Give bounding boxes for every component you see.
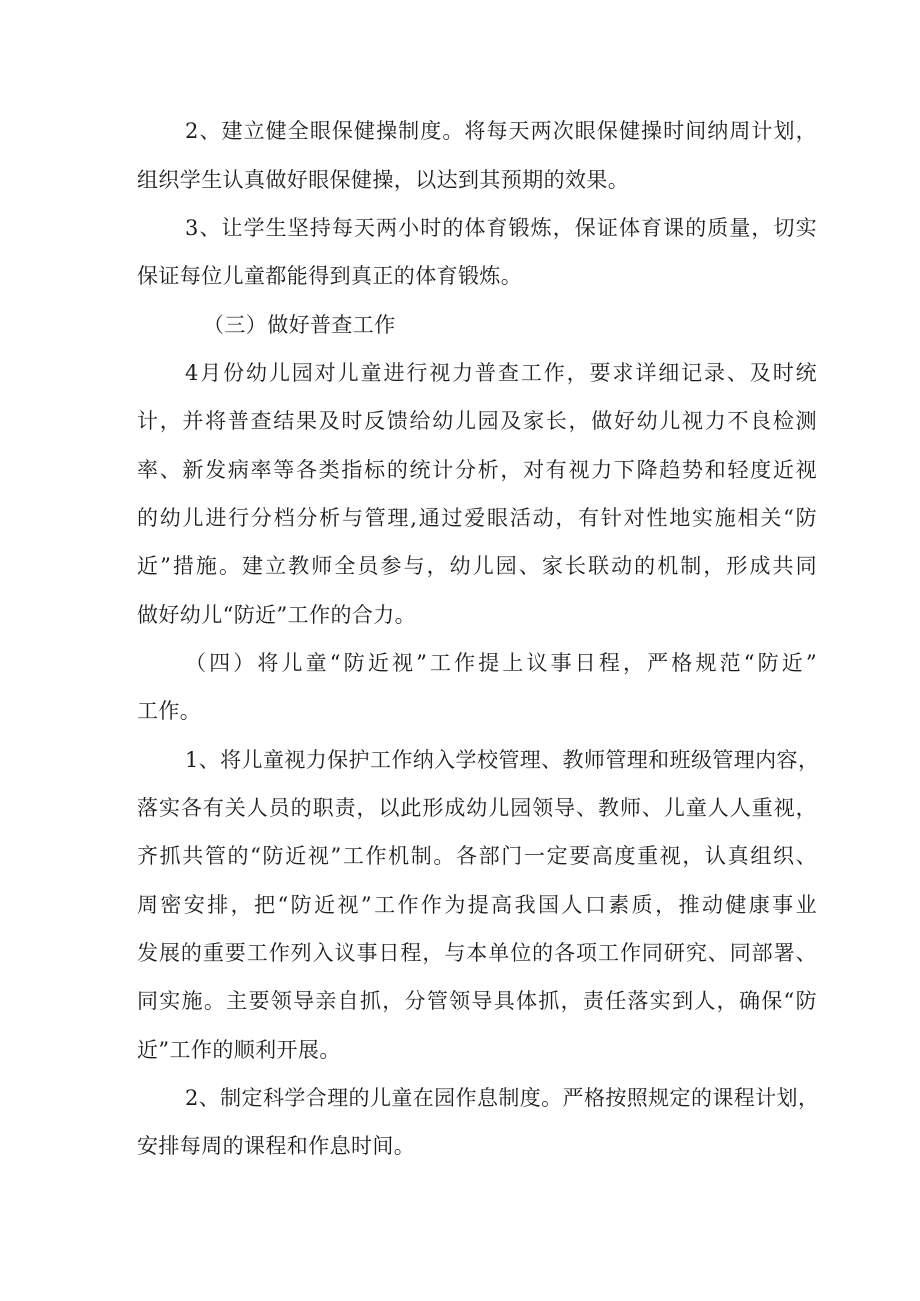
paragraph-line: 计，并将普查结果及时反馈给幼儿园及家长，做好幼儿视力不良检测 <box>137 409 817 433</box>
paragraph-line: 安排每周的课程和作息时间。 <box>137 1134 416 1158</box>
section-heading-continuation: 工作。 <box>137 699 202 723</box>
paragraph-line: 近”措施。建立教师全员参与，幼儿园、家长联动的机制，形成共同 <box>137 554 817 578</box>
paragraph-line: 落实各有关人员的职责，以此形成幼儿园领导、教师、儿童人人重视， <box>137 796 817 820</box>
paragraph-line: 1、将儿童视力保护工作纳入学校管理、教师管理和班级管理内容， <box>185 748 820 772</box>
paragraph-line: 4月份幼儿园对儿童进行视力普查工作，要求详细记录、及时统 <box>185 361 817 385</box>
paragraph-line: 保证每位儿童都能得到真正的体育锻炼。 <box>137 264 523 288</box>
paragraph-line: 组织学生认真做好眼保健操，以达到其预期的效果。 <box>137 168 630 192</box>
paragraph-line: 2、制定科学合理的儿童在园作息制度。严格按照规定的课程计划， <box>185 1086 820 1110</box>
paragraph-line: 近”工作的顺利开展。 <box>137 1038 341 1062</box>
paragraph-line: 同实施。主要领导亲自抓，分管领导具体抓，责任落实到人，确保“防 <box>137 989 817 1013</box>
paragraph-line: 2、建立健全眼保健操制度。将每天两次眼保健操时间纳周计划， <box>185 119 817 143</box>
paragraph-line: 齐抓共管的“防近视”工作机制。各部门一定要高度重视，认真组织、 <box>137 844 817 868</box>
paragraph-line: 的幼儿进行分档分析与管理,通过爱眼活动，有针对性地实施相关“防 <box>137 506 817 530</box>
paragraph-line: 周密安排，把“防近视”工作作为提高我国人口素质，推动健康事业 <box>137 893 817 917</box>
paragraph-line: 3、让学生坚持每天两小时的体育锻炼，保证体育课的质量，切实 <box>185 216 817 240</box>
paragraph-line: 率、新发病率等各类指标的统计分析，对有视力下降趋势和轻度近视 <box>137 458 817 482</box>
section-heading: （三）做好普查工作 <box>203 313 396 337</box>
section-heading: （四）将儿童“防近视”工作提上议事日程，严格规范“防近” <box>185 651 817 675</box>
paragraph-line: 发展的重要工作列入议事日程，与本单位的各项工作同研究、同部署、 <box>137 941 817 965</box>
paragraph-line: 做好幼儿“防近”工作的合力。 <box>137 603 417 627</box>
